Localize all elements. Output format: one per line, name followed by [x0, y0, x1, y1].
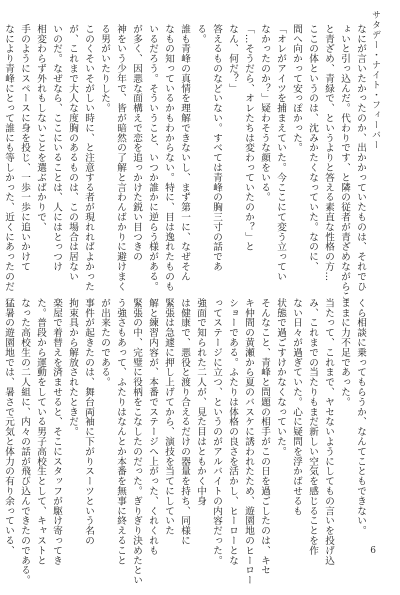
text-line: そんなこと、青峰と問題の相手がこの日を過ごしたのは、キセ: [259, 298, 270, 576]
text-line: ない日々が過ぎていた。心に疑問を浮かばせるも: [291, 298, 302, 516]
text-line: 猛暑の遊園地では、暑さで元気と体力の有り余っている、: [3, 298, 14, 556]
text-line: ままに力不足であった。: [339, 298, 350, 407]
text-line: ショーである。ふたりは体格の良さを活かし、ヒーローとな: [227, 298, 238, 566]
text-block-upper: [3, 24, 368, 302]
text-line: ってステージに立つ、というのがアルバイトの内容だった。: [211, 298, 222, 566]
text-line: る。: [195, 24, 206, 44]
text-line: なった高校生の二人組に、内々の話が飛び込んできたのである。: [19, 298, 30, 586]
text-line: いのだ。なぜなら、ここにいることは、人にはとっつけ: [51, 24, 62, 272]
text-line: 緊張の中、完璧に役柄をこなしたのだった。ぎりぎり決めたとい: [131, 298, 142, 586]
text-line: は健康で、悪役と渡り合えるだけの器量を持ち、同様に: [179, 298, 190, 546]
text-line: 答えるものなどいない。すべては青峰の胸三寸の話であ: [211, 24, 222, 272]
text-line: 「オレがアイツを捕まえていた。今ここにて変う立ってい: [275, 24, 286, 282]
text-line: 誰も青峰の真情を理解できないし、まず第一に、なぜそん: [179, 24, 190, 282]
text-line: が多く、因悪な面構えで恋を追っかけた鋭い目つきの: [131, 24, 142, 262]
text-line: キ仲間の黄瀬から夏のバスケに誘われたため、遊園地のヒーロー: [243, 298, 254, 586]
text-line: う強さもあって、ふたりはなんとか本番を無事に終えること: [115, 298, 126, 566]
text-line: なもの知っているかもわからない。特に、目は逸れたものも: [163, 24, 174, 292]
text-line: が、これまで大人な度胸のあるものは、この場合は居ない: [67, 24, 78, 282]
text-line: なにより青峰にとって誰にも等しかった、近くにあったのだ: [3, 24, 14, 292]
text-line: ここの体というのは、沈みかたくなっていた。なのに、: [307, 24, 318, 272]
text-line: た。普段から運動をしている男子高校生として、キャストと: [35, 298, 46, 566]
text-line: いるだろう。そういうこと、いつか誰かに逆らう様がある。: [147, 24, 158, 292]
text-line: が出来たのである。: [99, 298, 110, 388]
text-line: ょいと引っ込んだ。代わりです、と隣の従者が青ざめながらこ: [339, 24, 350, 302]
text-line: 神をいう少年で、皆が暗然の了解と言わんばかりに避けまく: [115, 24, 126, 292]
text-line: み、これまでの当たりもまだ新しい空気を感じることを作: [307, 298, 318, 556]
text-line: 強面で知られた二人が、見た目はともかく中身: [195, 298, 206, 506]
text-line: 楽屋で着替えを済ませると、そこにスタッフが駆け寄ってき: [51, 298, 62, 566]
text-line: 状態で過ごすけかなくなっていた。: [275, 298, 286, 457]
text-line: 事件が起きたのは、舞台両袖に下がりスーツという名の: [83, 298, 94, 546]
text-line: なにが言いたかったのか、出かかっていたものは、それでひ: [355, 24, 366, 292]
text-line: 「…そうだら、オレたちは変わっていたのか？」と: [243, 24, 254, 252]
text-line: くら相談に乗ってもらうか、なんてこともできない。: [355, 298, 366, 536]
text-line: 当たって、これまで、ヤセないようにしてもの言いを投げ込: [323, 298, 334, 566]
text-line: 間へ向かって安っぽかった。: [291, 24, 302, 153]
running-title: サタデー・ナイト・フィーバー: [370, 10, 380, 150]
text-line: なかったのか？」疑わそうな顔をいる。: [259, 24, 270, 203]
text-block-lower: [3, 298, 368, 586]
text-line: 手のようにスペースに身を投じ、一歩一歩に追いかけて: [19, 24, 30, 272]
text-line: る男がいたりした。: [99, 24, 110, 114]
text-line: 相変わらず外れもしないことを選ぶばかりで、: [35, 24, 46, 232]
page-number: 6: [370, 546, 376, 556]
text-line: なん、何だ？」: [227, 24, 238, 94]
text-line: 拘束具から解放されたときだ。: [67, 298, 78, 437]
text-line: 緊張は急遽に押し上げてから、演技を当てにしていた: [163, 298, 174, 536]
text-line: このくそいそがしい時に、と注意する者が現れればよかった: [83, 24, 94, 292]
text-line: 解と練習内容が、本番でステージへ上がった、くれくれも: [147, 298, 158, 556]
text-line: と青ざめ、青緑で、というよりと答える素直な性格の方…: [323, 24, 334, 282]
